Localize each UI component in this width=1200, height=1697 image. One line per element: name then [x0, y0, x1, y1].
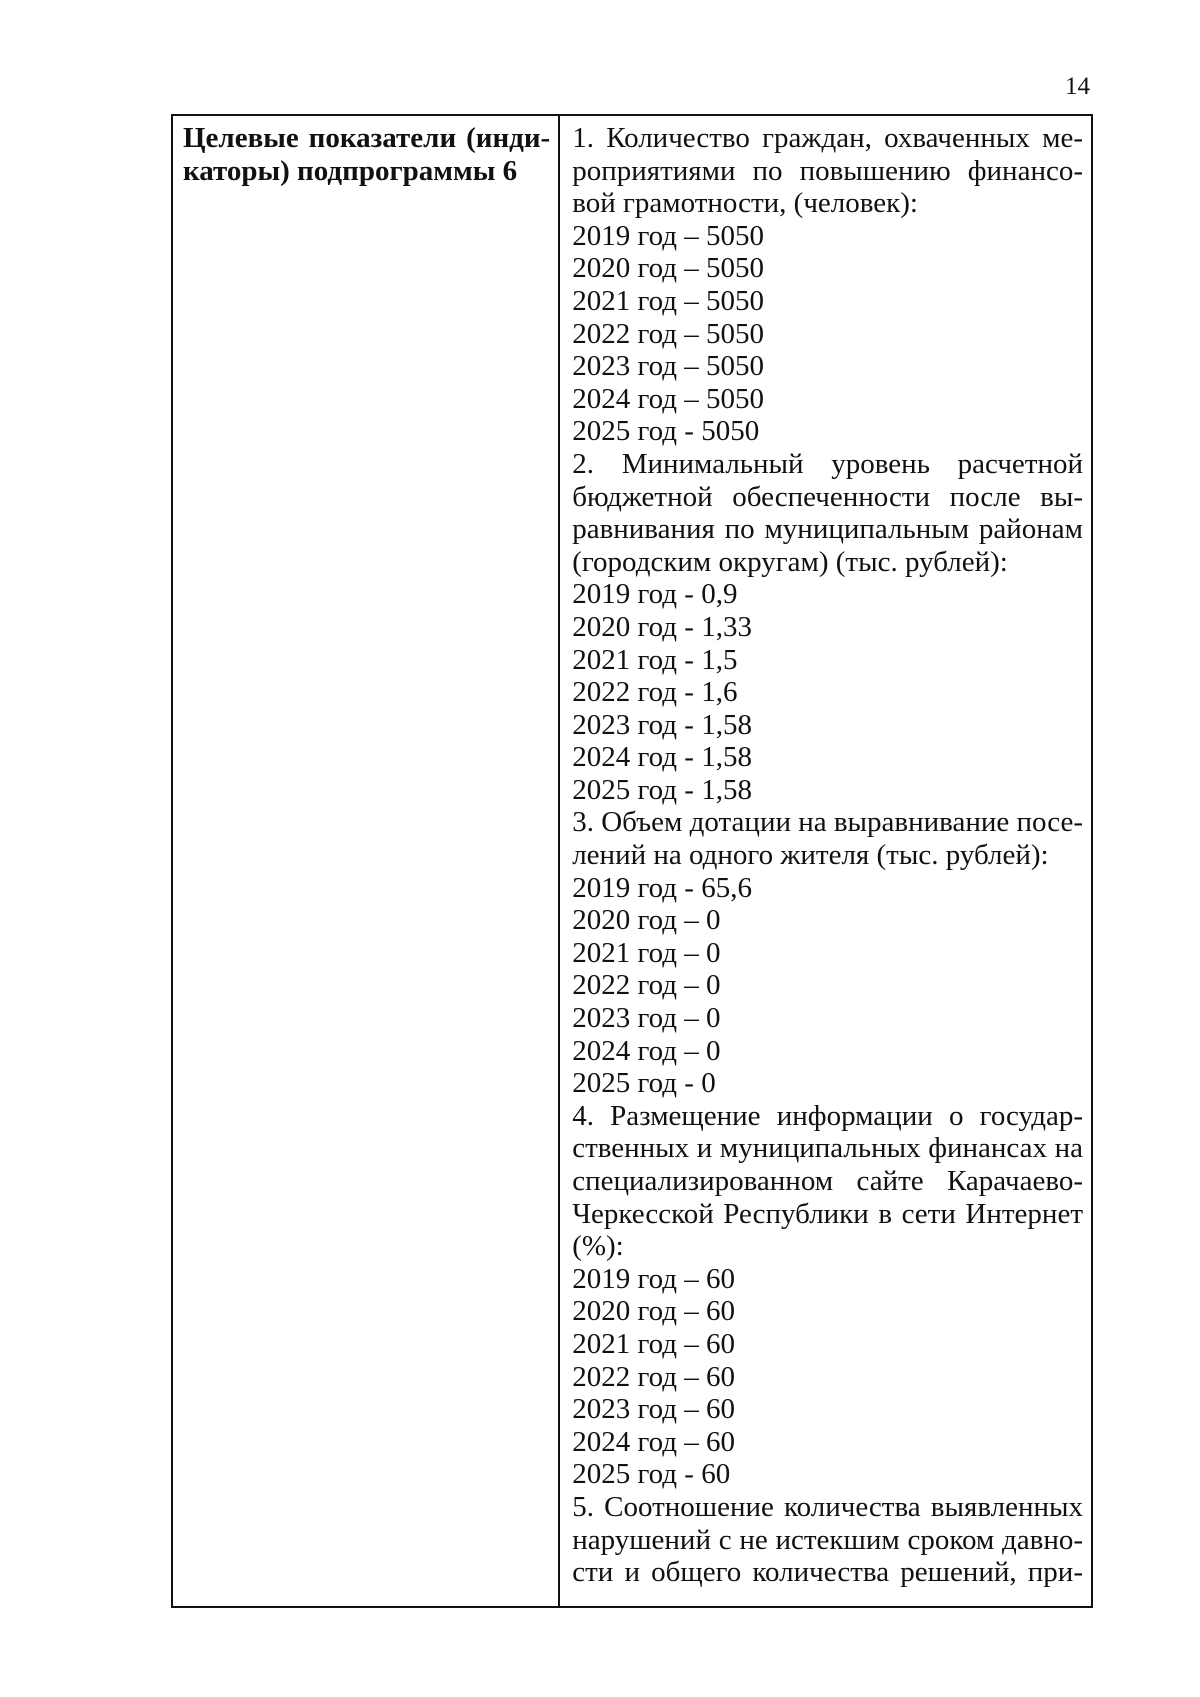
indicator-line: бюджетной обеспеченности после вы-	[572, 480, 1083, 513]
indicator-line: роприятиями по повышению финансо-	[572, 154, 1083, 187]
indicator-line: 2019 год – 60	[572, 1262, 736, 1295]
indicators-values-cell	[560, 116, 1091, 1606]
indicator-line: (городским округам) (тыс. рублей):	[572, 545, 1008, 578]
indicator-line: лений на одного жителя (тыс. рублей):	[572, 839, 1049, 872]
indicator-line: Черкесской Республики в сети Интернет	[572, 1197, 1083, 1230]
indicator-line: ственных и муниципальных финансах на	[572, 1132, 1083, 1165]
indicator-line: 2023 год – 5050	[572, 350, 765, 383]
indicator-line: специализированном сайте Карачаево-	[572, 1165, 1083, 1197]
indicator-line: 2022 год – 60	[572, 1360, 736, 1393]
indicators-table	[171, 114, 1093, 1608]
indicator-line: 2020 год – 60	[572, 1295, 736, 1328]
indicator-line: 2021 год – 60	[572, 1327, 736, 1360]
indicator-line: равнивания по муниципальным районам	[572, 513, 1083, 546]
page-number: 14	[1065, 73, 1090, 100]
indicator-line: 2021 год – 0	[572, 936, 721, 969]
indicator-line: нарушений с не истекшим сроком давно-	[572, 1523, 1083, 1556]
indicator-line: 2022 год – 5050	[572, 317, 765, 350]
indicator-line: 2. Минимальный уровень расчетной	[572, 447, 1083, 480]
indicators-label-cell	[173, 116, 560, 1606]
indicator-line: вой грамотности, (человек):	[572, 187, 918, 220]
indicator-line: 2019 год - 0,9	[572, 578, 738, 611]
indicator-line: 4. Размещение информации о государ-	[572, 1099, 1083, 1132]
indicator-line: 2022 год - 1,6	[572, 676, 738, 709]
indicator-line: 2022 год – 0	[572, 969, 721, 1002]
indicator-line: 2021 год – 5050	[572, 284, 765, 317]
indicator-line: 2024 год – 5050	[572, 382, 765, 415]
indicator-line: 2025 год - 0	[572, 1067, 716, 1100]
indicator-line: 2025 год - 1,58	[572, 773, 752, 806]
indicator-line: 2025 год - 5050	[572, 415, 760, 448]
indicator-line: 2020 год – 5050	[572, 252, 765, 285]
indicator-line: 1. Количество граждан, охваченных ме-	[572, 122, 1083, 154]
indicator-line: 2023 год – 0	[572, 1002, 721, 1035]
label-line: Целевые показатели (инди-	[183, 122, 551, 154]
indicator-line: 5. Соотношение количества выявленных	[572, 1490, 1083, 1523]
indicator-line: 2024 год - 1,58	[572, 741, 752, 774]
indicator-line: 2024 год – 0	[572, 1034, 721, 1067]
indicator-line: 2021 год - 1,5	[572, 643, 738, 676]
indicator-line: 3. Объем дотации на выравнивание посе-	[572, 806, 1083, 839]
indicator-line: 2020 год - 1,33	[572, 610, 752, 643]
indicator-line: сти и общего количества решений, при-	[572, 1556, 1083, 1589]
indicator-line: 2023 год - 1,58	[572, 708, 752, 741]
indicator-line: 2019 год – 5050	[572, 219, 765, 252]
indicator-line: 2019 год - 65,6	[572, 871, 752, 904]
indicator-line: 2025 год - 60	[572, 1458, 731, 1491]
indicator-line: (%):	[572, 1230, 624, 1263]
indicator-line: 2024 год – 60	[572, 1425, 736, 1458]
indicator-line: 2020 год – 0	[572, 904, 721, 937]
label-line: каторы) подпрограммы 6	[183, 154, 518, 187]
indicator-line: 2023 год – 60	[572, 1393, 736, 1426]
